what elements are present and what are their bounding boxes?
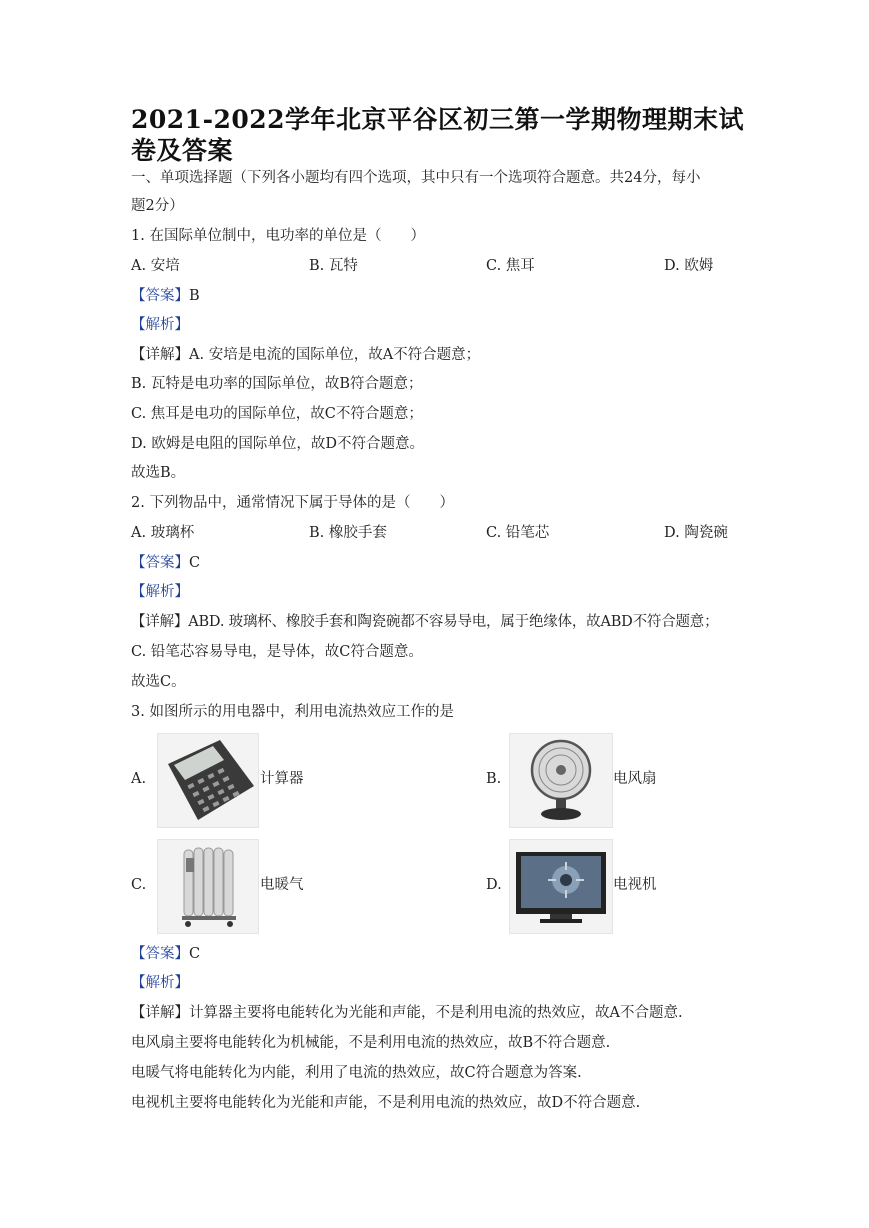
detail-text: 计算器主要将电能转化为光能和声能，不是利用电流的热效应，故A不合题意. bbox=[189, 1005, 683, 1021]
q2-analysis-tag: 【解析】 bbox=[131, 584, 189, 600]
q3-option-a-letter: A. bbox=[131, 771, 147, 787]
answer-value: C bbox=[189, 946, 201, 962]
q1-option-b: B. 瓦特 bbox=[309, 258, 358, 274]
question-1-stem: 1. 在国际单位制中，电功率的单位是（ ） bbox=[131, 228, 425, 244]
q1-detail-line: C. 焦耳是电功的国际单位，故C不符合题意； bbox=[131, 406, 423, 422]
q3-detail-line: 电视机主要将电能转化为光能和声能，不是利用电流的热效应，故D不符合题意. bbox=[131, 1095, 641, 1111]
q2-answer bbox=[131, 553, 200, 573]
q3-detail-line: 电风扇主要将电能转化为机械能，不是利用电流的热效应，故B不符合题意. bbox=[131, 1035, 611, 1051]
q1-answer bbox=[131, 286, 200, 306]
q2-option-b: B. 橡胶手套 bbox=[309, 525, 387, 541]
calculator-image bbox=[157, 733, 259, 828]
q3-option-b-label: 电风扇 bbox=[613, 771, 657, 787]
document-title: 2021-2022学年北京平谷区初三第一学期物理期末试卷及答案 bbox=[131, 105, 745, 165]
q3-detail-line bbox=[131, 1003, 683, 1023]
q3-option-c-letter: C. bbox=[131, 877, 147, 893]
q2-conclusion: 故选C。 bbox=[131, 674, 186, 690]
q3-option-c-label: 电暖气 bbox=[260, 877, 304, 893]
q1-option-c: C. 焦耳 bbox=[486, 258, 535, 274]
q3-option-d-letter: D. bbox=[486, 877, 502, 893]
detail-text: A. 安培是电流的国际单位，故A不符合题意； bbox=[189, 347, 481, 363]
question-2-stem: 2. 下列物品中，通常情况下属于导体的是（ ） bbox=[131, 495, 454, 511]
detail-text: ABD. 玻璃杯、橡胶手套和陶瓷碗都不容易导电，属于绝缘体，故ABD不符合题意； bbox=[188, 614, 719, 630]
oil-heater-image bbox=[157, 839, 259, 934]
q1-option-a: A. 安培 bbox=[131, 258, 180, 274]
q2-detail-line: C. 铅笔芯容易导电，是导体，故C符合题意。 bbox=[131, 644, 423, 660]
question-3-stem: 3. 如图所示的用电器中，利用电流热效应工作的是 bbox=[131, 704, 454, 720]
q3-analysis-tag: 【解析】 bbox=[131, 975, 189, 991]
q3-detail-line: 电暖气将电能转化为内能，利用了电流的热效应，故C符合题意为答案. bbox=[131, 1065, 582, 1081]
q2-option-c: C. 铅笔芯 bbox=[486, 525, 550, 541]
section-heading: 一、单项选择题（下列各小题均有四个选项，其中只有一个选项符合题意。共24分，每小 bbox=[131, 170, 701, 186]
answer-tag: 【答案】 bbox=[131, 555, 189, 571]
electric-fan-image bbox=[509, 733, 613, 828]
q2-option-a: A. 玻璃杯 bbox=[131, 525, 195, 541]
section-heading-cont: 题2分） bbox=[131, 198, 184, 214]
answer-value: B bbox=[189, 288, 200, 304]
q1-detail-line: D. 欧姆是电阻的国际单位，故D不符合题意。 bbox=[131, 436, 424, 452]
q2-option-d: D. 陶瓷碗 bbox=[664, 525, 728, 541]
q1-conclusion: 故选B。 bbox=[131, 465, 186, 481]
q3-option-a-label: 计算器 bbox=[260, 771, 304, 787]
q1-option-d: D. 欧姆 bbox=[664, 258, 714, 274]
television-image bbox=[509, 839, 613, 934]
q1-analysis-tag: 【解析】 bbox=[131, 317, 189, 333]
q3-option-d-label: 电视机 bbox=[613, 877, 657, 893]
answer-value: C bbox=[189, 555, 201, 571]
q1-detail-line: B. 瓦特是电功率的国际单位，故B符合题意； bbox=[131, 376, 423, 392]
detail-tag: 【详解】 bbox=[131, 347, 189, 363]
answer-tag: 【答案】 bbox=[131, 288, 189, 304]
q2-detail-line bbox=[131, 612, 718, 632]
q3-answer bbox=[131, 944, 200, 964]
q3-option-b-letter: B. bbox=[486, 771, 502, 787]
detail-tag: 【详解】 bbox=[131, 614, 189, 630]
answer-tag: 【答案】 bbox=[131, 946, 189, 962]
detail-tag: 【详解】 bbox=[131, 1005, 189, 1021]
q1-detail-line bbox=[131, 345, 480, 365]
